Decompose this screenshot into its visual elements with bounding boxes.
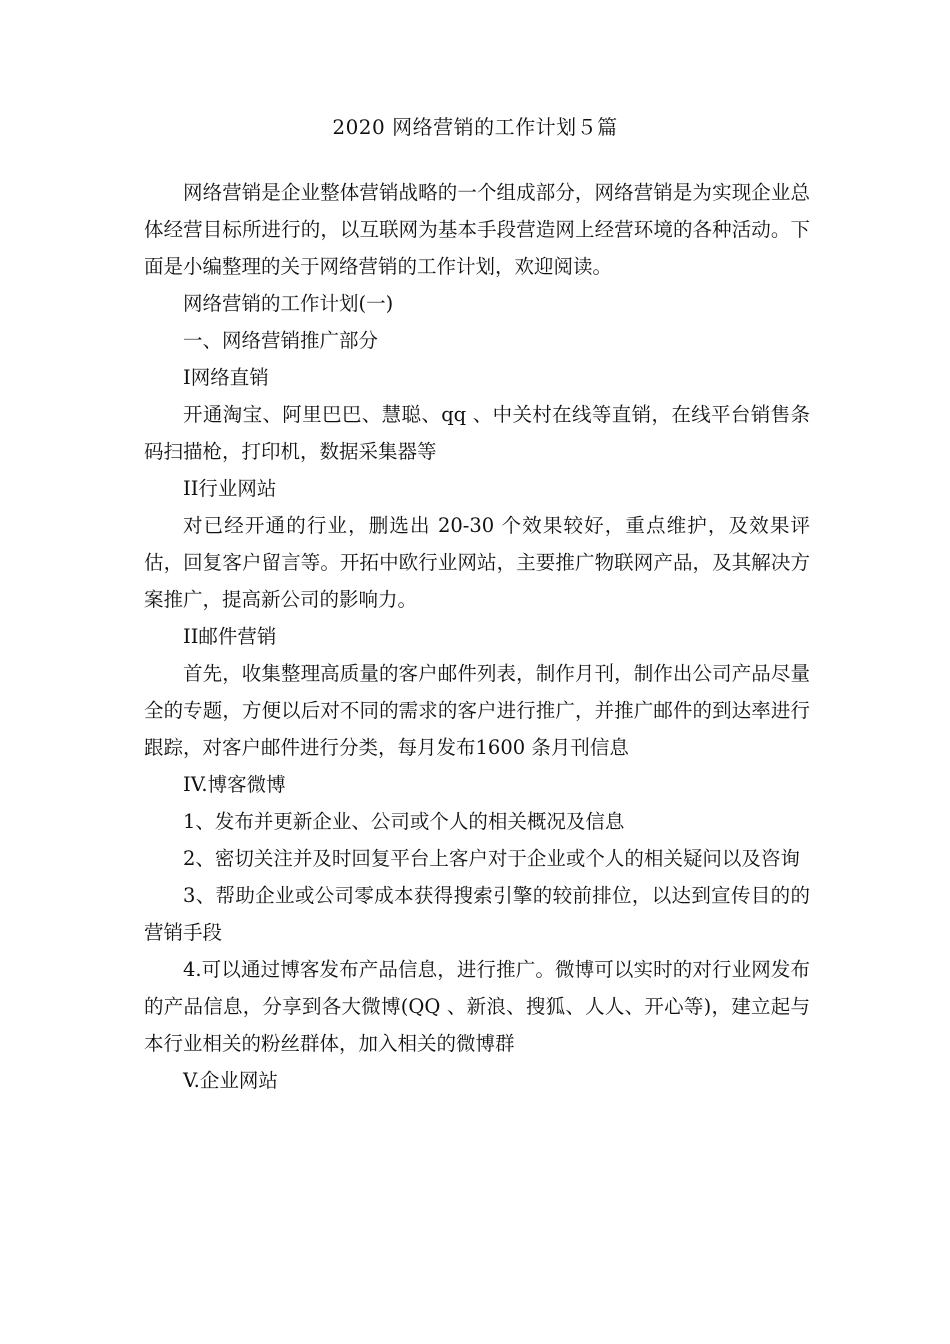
document-body <box>144 174 810 1099</box>
section-heading-promotion: 一、网络营销推广部分 <box>183 329 379 352</box>
paragraph-direct-sales: 开通淘宝、阿里巴巴、慧聪、qq 、中关村在线等直销，在线平台销售条码扫描枪，打印机，数据采集器等 <box>144 403 810 463</box>
subheading-email-marketing: II邮件营销 <box>183 625 277 648</box>
document-title: 2020 网络营销的工作计划５篇 <box>332 115 618 139</box>
list-item-blog-4: 4.可以通过博客发布产品信息，进行推广。微博可以实时的对行业网发布的产品信息，分享到各大微博(QQ 、新浪、搜狐、人人、开心等)，建立起与本行业相关的粉丝群体，加入相关的微博群 <box>144 958 810 1055</box>
section-heading-plan-1: 网络营销的工作计划(一) <box>183 292 394 315</box>
subheading-industry-sites: II行业网站 <box>183 477 277 500</box>
subheading-direct-sales: I网络直销 <box>183 366 269 389</box>
list-item-blog-1: 1、发布并更新企业、公司或个人的相关概况及信息 <box>183 810 625 833</box>
paragraph-industry-sites: 对已经开通的行业，删选出 20-30 个效果较好，重点维护，及效果评估，回复客户留言等。开拓中欧行业网站，主要推广物联网产品，及其解决方案推广，提高新公司的影响力。 <box>144 514 810 611</box>
subheading-blog-weibo: IV.博客微博 <box>183 773 286 796</box>
subheading-company-website: V.企业网站 <box>183 1069 278 1092</box>
list-item-blog-2: 2、密切关注并及时回复平台上客户对于企业或个人的相关疑问以及咨询 <box>183 847 800 870</box>
list-item-blog-3: 3、帮助企业或公司零成本获得搜索引擎的较前排位，以达到宣传目的的营销手段 <box>144 884 810 944</box>
intro-paragraph: 网络营销是企业整体营销战略的一个组成部分，网络营销是为实现企业总体经营目标所进行的，以互联网为基本手段营造网上经营环境的各种活动。下面是小编整理的关于网络营销的工作计划，欢迎阅读。 <box>144 181 810 278</box>
paragraph-email-marketing: 首先，收集整理高质量的客户邮件列表，制作月刊，制作出公司产品尽量全的专题，方便以后对不同的需求的客户进行推广，并推广邮件的到达率进行跟踪，对客户邮件进行分类，每月发布1600 条月刊信息 <box>144 662 810 759</box>
